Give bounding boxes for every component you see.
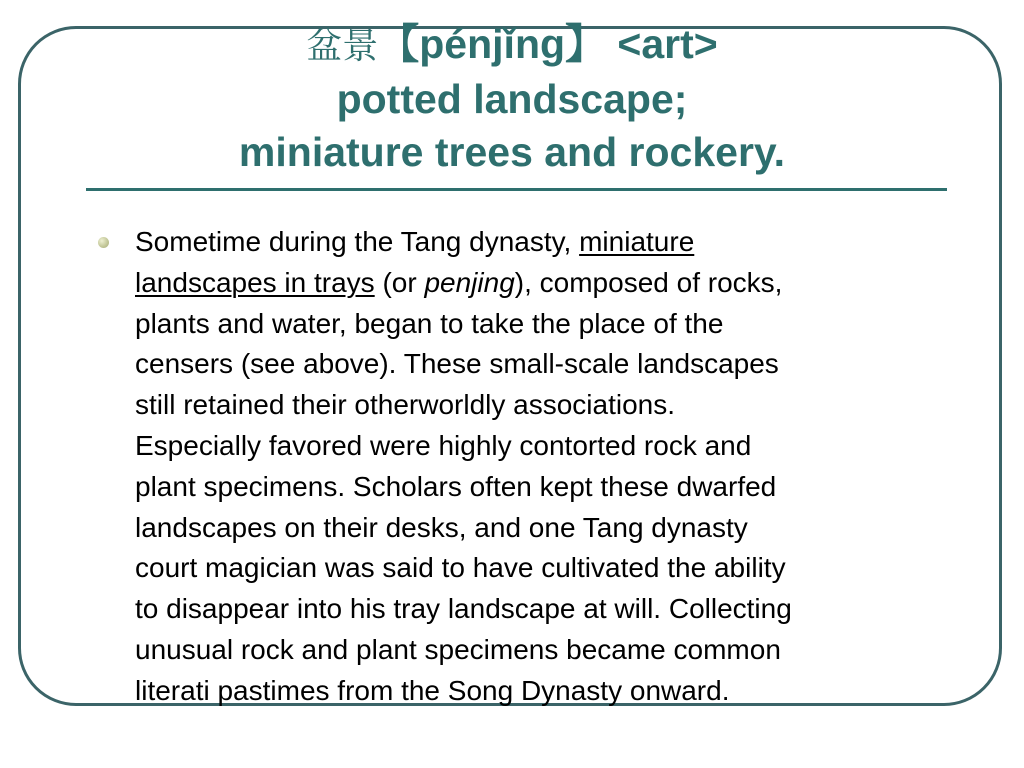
body-line-11: unusual rock and plant specimens became common	[135, 633, 781, 665]
body-line-1	[135, 222, 948, 263]
body-line-4: censers (see above). These small-scale landscapes	[135, 348, 779, 380]
title-pinyin: 【pénjǐng】	[378, 21, 607, 67]
penjing-italic: penjing	[424, 266, 515, 298]
body-line-5: still retained their otherworldly associations.	[135, 389, 676, 421]
body-line-8: landscapes on their desks, and one Tang dynasty	[135, 511, 748, 543]
body-text: Sometime during the Tang dynasty,	[135, 226, 580, 257]
title-line-3: miniature trees and rockery.	[238, 129, 786, 175]
title-divider	[86, 188, 947, 191]
body-line-6: Especially favored were highly contorted rock and	[135, 429, 752, 461]
body-line-7: plant specimens. Scholars often kept these dwarfed	[135, 470, 777, 502]
body-line-9: court magician was said to have cultivated the ability	[135, 552, 786, 584]
bullet-dot-icon	[98, 237, 109, 248]
body-line-2	[135, 263, 948, 304]
body-line-10: to disappear into his tray landscape at will. Collecting	[135, 593, 792, 625]
title-line-1	[60, 18, 964, 73]
title-tag: <art>	[606, 21, 718, 67]
body-line-12: literati pastimes from the Song Dynasty onward.	[135, 674, 730, 706]
slide-title	[60, 18, 964, 179]
slide-body	[98, 222, 948, 712]
title-chinese: 盆景	[306, 26, 379, 67]
landscapes-in-trays-link[interactable]: landscapes in trays	[135, 266, 375, 298]
miniature-link[interactable]: miniature	[579, 226, 695, 257]
body-line-3: plants and water, began to take the place of the	[135, 307, 724, 339]
bullet-item	[98, 222, 948, 712]
body-text: (or	[374, 266, 425, 298]
body-text: ), composed of rocks,	[514, 266, 783, 298]
title-line-2: potted landscape;	[336, 76, 688, 122]
